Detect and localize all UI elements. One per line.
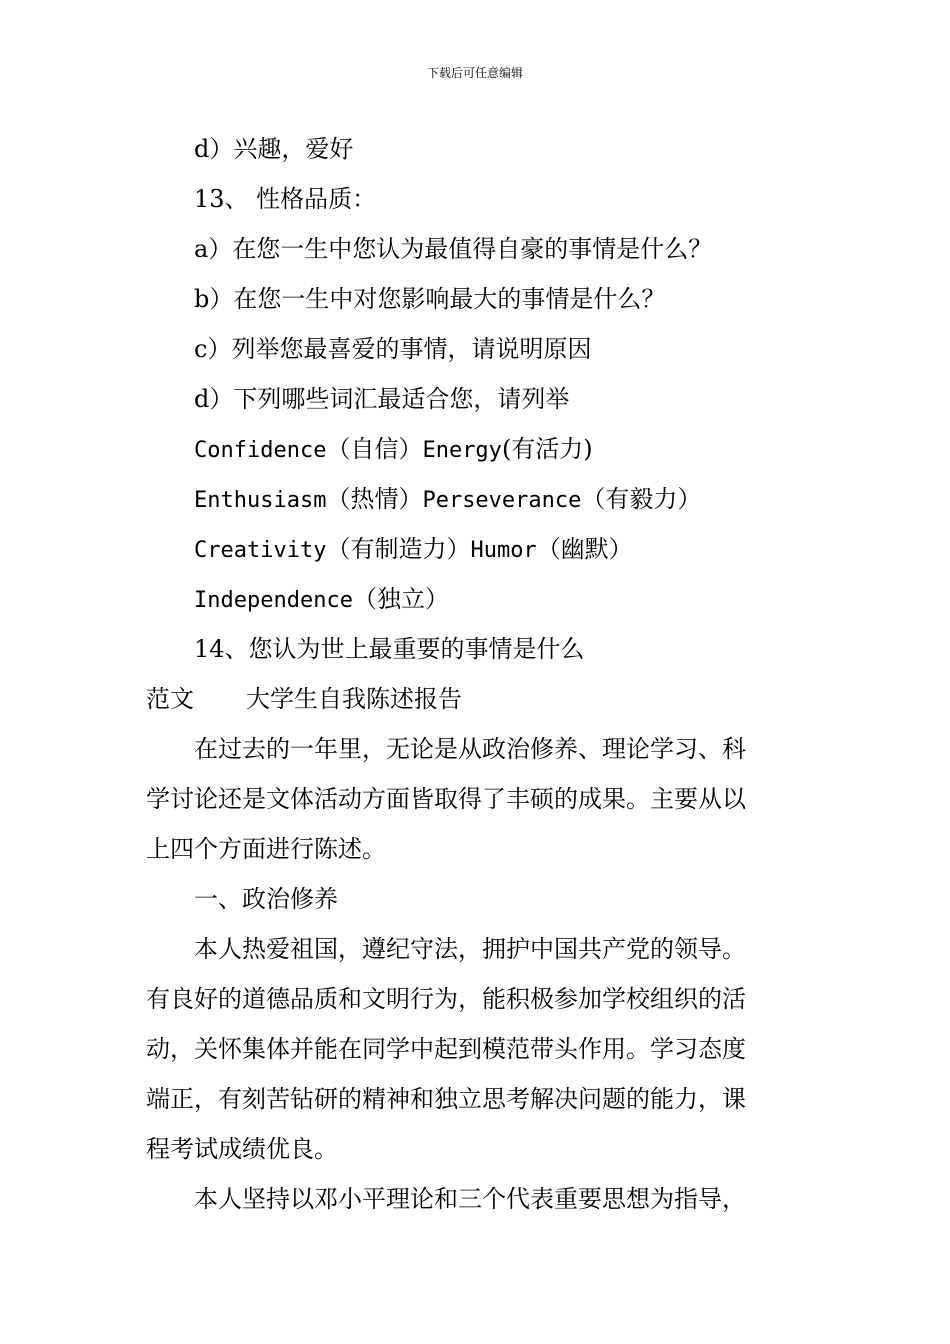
- word-en: Independence: [194, 588, 353, 613]
- page-header-note: 下载后可任意编辑: [426, 66, 523, 80]
- word-zh: （幽默）: [536, 535, 633, 563]
- word-line-2: [194, 484, 874, 516]
- word-line-3: [194, 534, 874, 566]
- paragraph-line: 程考试成绩优良。: [146, 1135, 338, 1163]
- paragraph-line: 学讨论还是文体活动方面皆取得了丰硕的成果。主要从以: [146, 785, 746, 813]
- word-zh: （热情）: [326, 485, 423, 513]
- section-heading: 一、政治修养: [194, 885, 338, 913]
- paragraph-line: 在过去的一年里，无论是从政治修养、理论学习、科: [194, 735, 746, 763]
- word-zh: （有制造力）: [326, 535, 471, 563]
- question-14: 14、您认为世上最重要的事情是什么: [194, 635, 585, 663]
- word-en: Creativity: [194, 538, 327, 563]
- paragraph-line: 本人坚持以邓小平理论和三个代表重要思想为指导，: [194, 1185, 746, 1213]
- question-13-a: a）在您一生中您认为最值得自豪的事情是什么？: [194, 235, 713, 263]
- word-zh: （自信）: [326, 435, 423, 463]
- question-13-heading: 13、 性格品质：: [194, 185, 377, 213]
- word-line-4: [194, 584, 874, 616]
- word-en: Confidence: [194, 438, 327, 463]
- word-zh: （有毅力）: [581, 485, 702, 513]
- paragraph-line: 动，关怀集体并能在同学中起到模范带头作用。学习态度: [146, 1035, 746, 1063]
- question-13-d: d）下列哪些词汇最适合您，请列举: [194, 385, 570, 413]
- question-13-b: b）在您一生中对您影响最大的事情是什么？: [194, 285, 666, 313]
- question-13-c: c）列举您最喜爱的事情，请说明原因: [194, 335, 592, 363]
- word-zh: （独立）: [352, 585, 449, 613]
- paragraph-line: 上四个方面进行陈述。: [146, 835, 386, 863]
- word-en: Energy: [422, 438, 502, 463]
- word-en: Perseverance: [422, 488, 582, 513]
- essay-label: 范文: [146, 685, 194, 713]
- essay-title: 大学生自我陈述报告: [246, 685, 462, 713]
- word-zh: (有活力): [501, 435, 593, 463]
- paragraph-line: 本人热爱祖国，遵纪守法，拥护中国共产党的领导。: [194, 935, 746, 963]
- essay-title-line: [146, 684, 826, 714]
- word-en: Humor: [470, 538, 537, 563]
- paragraph-line: 端正，有刻苦钻研的精神和独立思考解决问题的能力，课: [146, 1085, 746, 1113]
- word-en: Enthusiasm: [194, 488, 327, 513]
- paragraph-line: 有良好的道德品质和文明行为，能积极参加学校组织的活: [146, 985, 746, 1013]
- list-item-interest: d）兴趣，爱好: [194, 135, 354, 163]
- word-line-1: [194, 434, 874, 466]
